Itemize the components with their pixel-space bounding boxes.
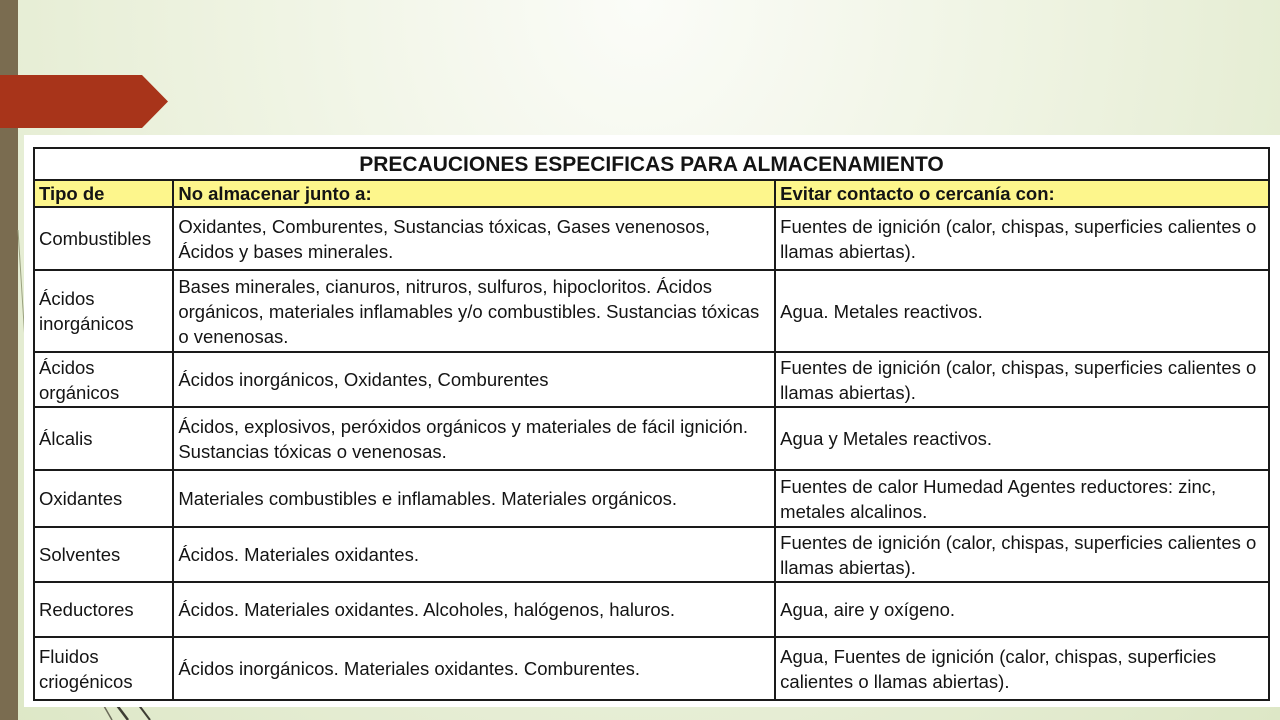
table-row [34,270,1269,352]
cell-avoid: Agua, aire y oxígeno. [775,582,1269,637]
cell-no-store: Ácidos inorgánicos, Oxidantes, Comburentes [173,352,775,407]
cell-type: Oxidantes [34,470,173,527]
cell-avoid: Agua. Metales reactivos. [775,270,1269,352]
cell-no-store: Oxidantes, Comburentes, Sustancias tóxicas, Gases venenosos, Ácidos y bases minerales. [173,207,775,270]
cell-type: Ácidos orgánicos [34,352,173,407]
table-header-row [34,180,1269,207]
cell-no-store: Ácidos inorgánicos. Materiales oxidantes. Comburentes. [173,637,775,700]
table-row [34,637,1269,700]
table-row [34,582,1269,637]
table-title: PRECAUCIONES ESPECIFICAS PARA ALMACENAMIENTO [34,148,1269,180]
table-title-row [34,148,1269,180]
cell-avoid: Fuentes de ignición (calor, chispas, superficies calientes o llamas abiertas). [775,527,1269,582]
cell-type: Reductores [34,582,173,637]
table-row [34,207,1269,270]
title-arrow-tag [0,75,168,128]
header-type: Tipo de [34,180,173,207]
cell-no-store: Ácidos. Materiales oxidantes. [173,527,775,582]
table-row [34,352,1269,407]
table-row [34,407,1269,470]
cell-no-store: Ácidos, explosivos, peróxidos orgánicos y materiales de fácil ignición. Sustancias tóxicas o venenosas. [173,407,775,470]
header-no-store: No almacenar junto a: [173,180,775,207]
cell-no-store: Ácidos. Materiales oxidantes. Alcoholes, halógenos, haluros. [173,582,775,637]
cell-type: Álcalis [34,407,173,470]
cell-type: Combustibles [34,207,173,270]
cell-type: Solventes [34,527,173,582]
table-row [34,527,1269,582]
cell-avoid: Agua y Metales reactivos. [775,407,1269,470]
header-avoid: Evitar contacto o cercanía con: [775,180,1269,207]
cell-avoid: Fuentes de ignición (calor, chispas, superficies calientes o llamas abiertas). [775,207,1269,270]
cell-no-store: Materiales combustibles e inflamables. Materiales orgánicos. [173,470,775,527]
cell-type: Fluidos criogénicos [34,637,173,700]
cell-type: Ácidos inorgánicos [34,270,173,352]
cell-avoid: Fuentes de calor Humedad Agentes reductores: zinc, metales alcalinos. [775,470,1269,527]
cell-no-store: Bases minerales, cianuros, nitruros, sulfuros, hipocloritos. Ácidos orgánicos, materiales inflamables y/o combustibles. Sustancias tóxicas o venenosas. [173,270,775,352]
table-row [34,470,1269,527]
cell-avoid: Fuentes de ignición (calor, chispas, superficies calientes o llamas abiertas). [775,352,1269,407]
storage-precautions-table [33,147,1270,701]
cell-avoid: Agua, Fuentes de ignición (calor, chispas, superficies calientes o llamas abiertas). [775,637,1269,700]
